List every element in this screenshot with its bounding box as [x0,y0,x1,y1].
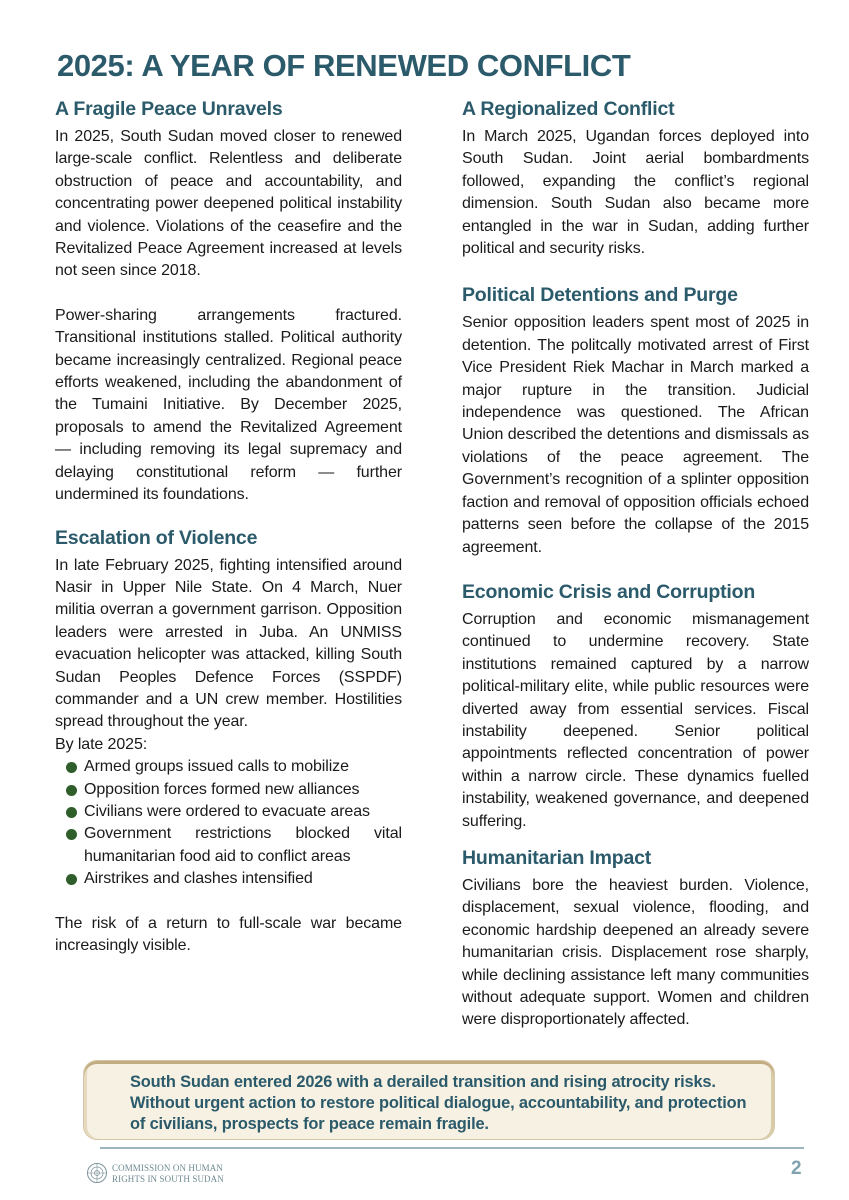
bullet-dot-icon [66,874,77,885]
bullet-dot-icon [66,807,77,818]
page-title: 2025: A YEAR OF RENEWED CONFLICT [57,48,631,83]
key-message-callout [83,1060,775,1140]
section-heading-escalation: Escalation of Violence [55,526,258,549]
footer-divider [100,1147,804,1149]
un-emblem-icon [86,1162,108,1184]
callout-text: South Sudan entered 2026 with a derailed transition and rising atrocity risks. Without urgent action to restore political dialogue, accountability, and protection of civilians, prospects for peace remain fragile. [130,1073,747,1133]
section-detentions [462,282,809,558]
list-item: Armed groups issued calls to mobilize [55,756,402,778]
humanitarian-paragraph: Civilians bore the heaviest burden. Violence, displacement, sexual violence, flooding, and economic hardship deepened an already severe humanitarian crisis. Displacement rose sharply, while declining assistance left many communities without adequate support. Women and children were disproportionately affected. [462,876,809,1029]
section-heading-regional: A Regionalized Conflict [462,98,675,120]
section-heading-fragile-peace: A Fragile Peace Unravels [55,98,283,120]
bullet-dot-icon [66,762,77,773]
list-item: Civilians were ordered to evacuate areas [55,801,402,823]
page-number: 2 [791,1158,802,1179]
regional-paragraph: In March 2025, Ugandan forces deployed into South Sudan. Joint aerial bombardments followed, expanding the conflict’s regional dimension. South Sudan also became more entangled in the war in Sudan, adding further political and security risks. [462,128,809,258]
section-economic [462,579,809,833]
fragile-peace-paragraph-2: Power-sharing arrangements fractured. Transitional institutions stalled. Political authority became increasingly centralized. Regional peace efforts weakened, including the abandonment of the Tumaini Initiative. By December 2025, proposals to amend the Revitalized Agreement — including removing its legal supremacy and delaying constitutional reform — further undermined its foundations. [55,306,402,504]
detentions-paragraph: Senior opposition leaders spent most of 2025 in detention. The politcally motivated arrest of First Vice President Riek Machar in March marked a major rupture in the transition. Judicial independence was questioned. The African Union described the detentions and dismissals as violations of the peace agreement. The Government’s recognition of a splinter opposition faction and removal of opposition officials echoed patterns seen before the collapse of the 2015 agreement. [462,314,809,556]
escalation-paragraph-1: In late February 2025, fighting intensified around Nasir in Upper Nile State. On 4 March, Nuer militia overran a government garrison. Opposition leaders were arrested in Juba. An UNMISS evacuation helicopter was attacked, killing South Sudan Peoples Defence Forces (SSPDF) commander and a UN crew member. Hostilities spread throughout the year. [55,556,402,731]
bullet-dot-icon [66,829,77,840]
escalation-bullet-list [55,756,402,890]
section-heading-economic: Economic Crisis and Corruption [462,580,756,603]
list-item: Government restrictions blocked vital humanitarian food aid to conflict areas [55,823,402,868]
bullet-dot-icon [66,785,77,796]
escalation-intro: By late 2025: [55,735,148,753]
right-column [462,96,809,1032]
footer-org-name: COMMISSION ON HUMAN RIGHTS IN SOUTH SUDAN [112,1163,224,1184]
list-item: Airstrikes and clashes intensified [55,868,402,890]
fragile-peace-paragraph-1: In 2025, South Sudan moved closer to renewed large-scale conflict. Relentless and deliberate obstruction of peace and accountability, and concentrating power deepened political instability and violence. Violations of the ceasefire and the Revitalized Peace Agreement increased at levels not seen since 2018. [55,128,402,280]
section-humanitarian [462,845,809,1032]
left-column [55,96,402,957]
list-item: Opposition forces formed new alliances [55,779,402,801]
economic-paragraph: Corruption and economic mismanagement continued to undermine recovery. State institutions remained captured by a narrow political-military elite, while public resources were diverted away from essential services. Fiscal instability deepened. Senior political appointments reflected concentration of power within a narrow circle. These dynamics fuelled instability, weakened governance, and deepened suffering. [462,610,809,830]
section-heading-humanitarian: Humanitarian Impact [462,846,652,869]
section-heading-detentions: Political Detentions and Purge [462,284,738,307]
section-fragile-peace [55,96,402,507]
escalation-closing: The risk of a return to full-scale war became increasingly visible. [55,914,402,954]
section-escalation [55,525,402,958]
section-regional [462,96,809,260]
